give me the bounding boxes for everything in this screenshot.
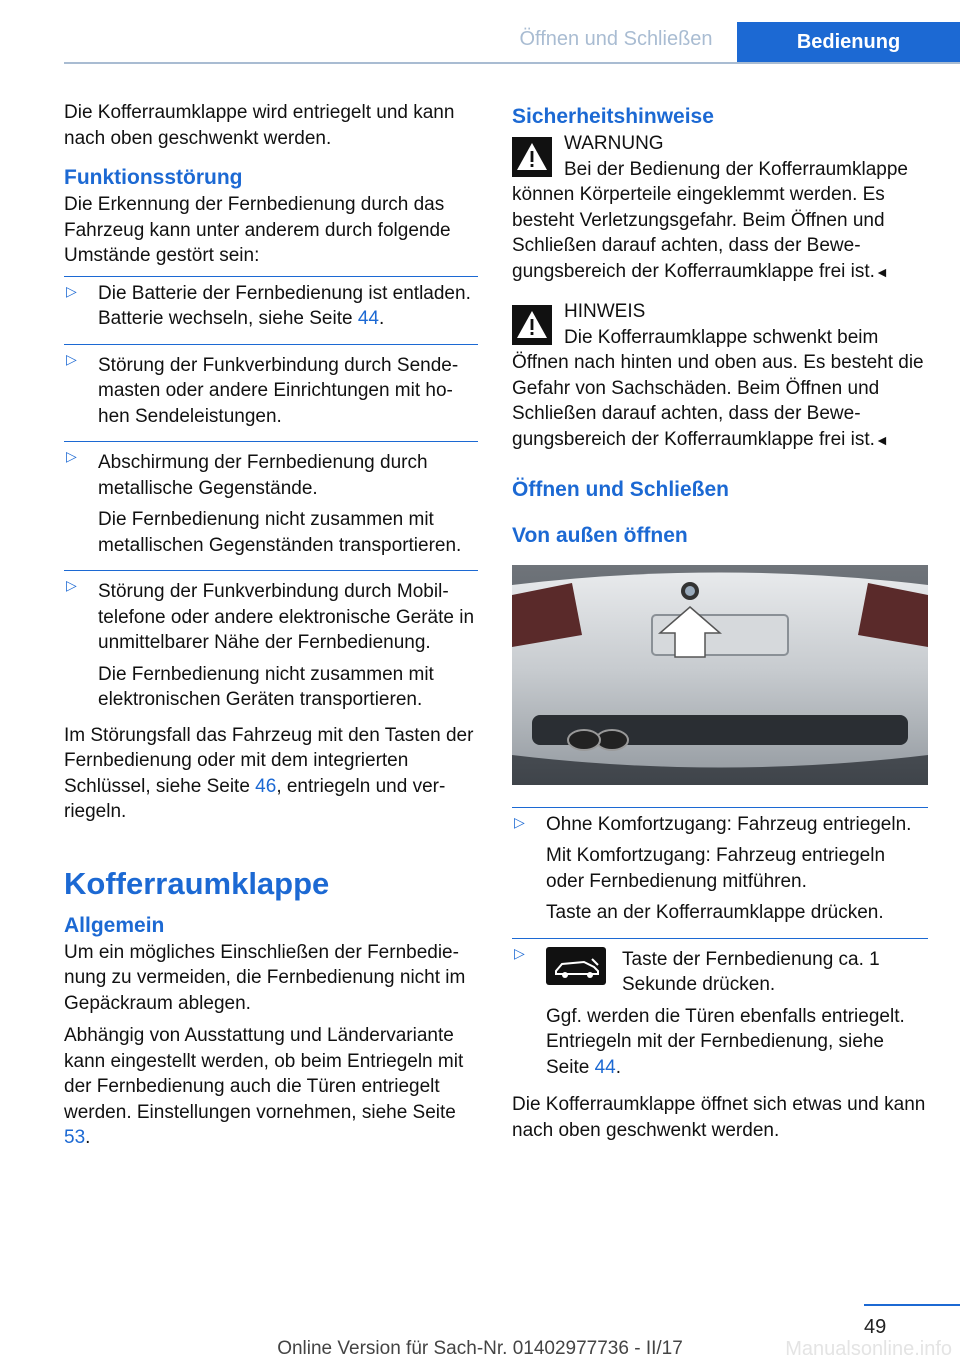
list-item <box>512 938 928 1093</box>
list-item <box>64 344 478 442</box>
watermark: Manualsonline.info <box>785 1338 952 1360</box>
warning-label: WARNUNG <box>564 133 664 154</box>
header-rule <box>64 62 960 64</box>
list-item-note: Ggf. werden die Türen ebenfalls entriegelt. Entriegeln mit der Fernbedienung, siehe Seite 44. <box>546 1005 905 1078</box>
page-link-44[interactable]: 44 <box>594 1056 616 1078</box>
bullet-triangle-icon: ▷ <box>514 813 525 830</box>
list-item-text: Ohne Komfortzugang: Fahrzeug entriegeln. <box>546 813 912 835</box>
footer-rule <box>864 1304 960 1306</box>
trunk-heading: Kofferraumklappe <box>64 865 330 901</box>
malfunction-heading: Funktionsstörung <box>64 166 243 189</box>
page-link-44[interactable]: 44 <box>357 308 379 329</box>
online-version-note: Online Version für Sach-Nr. 01402977736 - II/17 <box>277 1338 683 1359</box>
open-steps-list <box>512 807 928 1093</box>
list-item-note: Die Fernbedienung nicht zusammen mit elektronischen Geräten transportieren. <box>98 663 434 710</box>
outside-heading: Von außen öffnen <box>512 524 688 547</box>
bullet-triangle-icon: ▷ <box>66 350 77 367</box>
page-header <box>0 0 960 64</box>
header-chapter-tab[interactable]: Bedienung <box>737 22 960 62</box>
notice-label: HINWEIS <box>564 301 646 322</box>
list-item <box>64 441 478 570</box>
page-link-53[interactable]: 53 <box>64 1127 86 1148</box>
safety-heading: Sicherheitshinweise <box>512 105 714 128</box>
malfunction-list <box>64 276 478 725</box>
page-number: 49 <box>864 1316 887 1338</box>
list-item-text: Abschirmung der Fernbedienung durch metallische Gegenstände. <box>98 452 428 499</box>
trunk-photo <box>512 565 928 785</box>
list-item <box>64 570 478 725</box>
page-link-46[interactable]: 46 <box>255 775 277 797</box>
list-item-note: Taste an der Kofferraumklappe drücken. <box>546 902 884 923</box>
list-item <box>512 807 928 938</box>
caution-notice <box>512 299 928 453</box>
list-item-note: Mit Komfortzugang: Fahrzeug entriegeln oder Fernbedienung mitführen. <box>546 845 886 892</box>
fallback-text: Im Störungsfall das Fahrzeug mit den Tasten der Fernbedienung oder mit dem integrierten Schlüssel, siehe Seite 46, entriegeln und verriegeln. <box>64 724 474 822</box>
warning-triangle-icon <box>512 305 552 345</box>
right-column <box>512 100 928 1150</box>
remote-trunk-key-icon <box>546 947 606 985</box>
list-item-note: Die Fernbedienung nicht zusammen mit metallischen Gegenständen transportieren. <box>98 509 462 556</box>
general-text-2: Abhängig von Ausstattung und Ländervariante kann eingestellt werden, ob beim Entriegeln mit der Fernbedienung auch die Türen entriegelt werden. Einstellungen vornehmen, siehe Seite 53. <box>64 1025 464 1148</box>
bullet-triangle-icon: ▷ <box>66 577 77 593</box>
header-section-title: Öffnen und Schließen <box>519 28 713 50</box>
warning-text: Bei der Bedienung der Kofferraumklappe können Körperteile eingeklemmt werden. Es besteht Verletzungsgefahr. Beim Öffnen und Schließen darauf achten, dass der Bewegungsbereich der Kofferraumklappe frei ist. <box>512 158 908 282</box>
list-item-text: Störung der Funkverbindung durch Mobiltelefone oder andere elektronische Geräte in unmittelbarer Nähe der Fernbedienung. <box>98 581 475 653</box>
left-column <box>64 100 478 1158</box>
malfunction-text: Die Erkennung der Fernbedienung durch das Fahrzeug kann unter anderem durch folgende Umstände gestört sein: <box>64 194 451 266</box>
warning-triangle-icon <box>512 137 552 177</box>
bullet-triangle-icon: ▷ <box>514 944 525 961</box>
closing-text: Die Kofferraumklappe öffnet sich etwas und kann nach oben geschwenkt werden. <box>512 1094 926 1141</box>
bullet-triangle-icon: ▷ <box>66 282 77 299</box>
general-heading: Allgemein <box>64 913 165 937</box>
notice-text: Die Kofferraumklappe schwenkt beim Öffnen nach hinten und oben aus. Es besteht die Gefahr von Sachschäden. Beim Öffnen und Schließen darauf achten, dass der Bewegungsbereich der Kofferraumklappe frei ist. <box>512 326 924 450</box>
end-mark-icon: ◄ <box>874 263 889 280</box>
list-item-text: Taste der Fernbedienung ca. 1 Sekunde drücken. <box>622 948 880 995</box>
intro-text: Die Kofferraumklappe wird entriegelt und kann nach oben geschwenkt werden. <box>64 102 455 149</box>
general-text-1: Um ein mögliches Einschließen der Fernbedienung zu vermeiden, die Fernbedienung nicht im Gepäckraum ablegen. <box>64 941 466 1014</box>
end-mark-icon: ◄ <box>874 431 889 448</box>
list-item-text: Die Batterie der Fernbedienung ist entladen. Batterie wechseln, siehe Seite <box>98 282 471 329</box>
list-item-text: Störung der Funkverbindung durch Sendemasten oder andere Einrichtungen mit hohen Sendeleistungen. <box>98 354 459 427</box>
list-item: ▷ Die Batterie der Fernbedienung ist entladen. Batterie wechseln, siehe Seite 44. <box>64 276 478 344</box>
open-close-heading: Öffnen und Schließen <box>512 478 730 501</box>
bullet-triangle-icon: ▷ <box>66 448 77 464</box>
warning-notice <box>512 131 928 285</box>
